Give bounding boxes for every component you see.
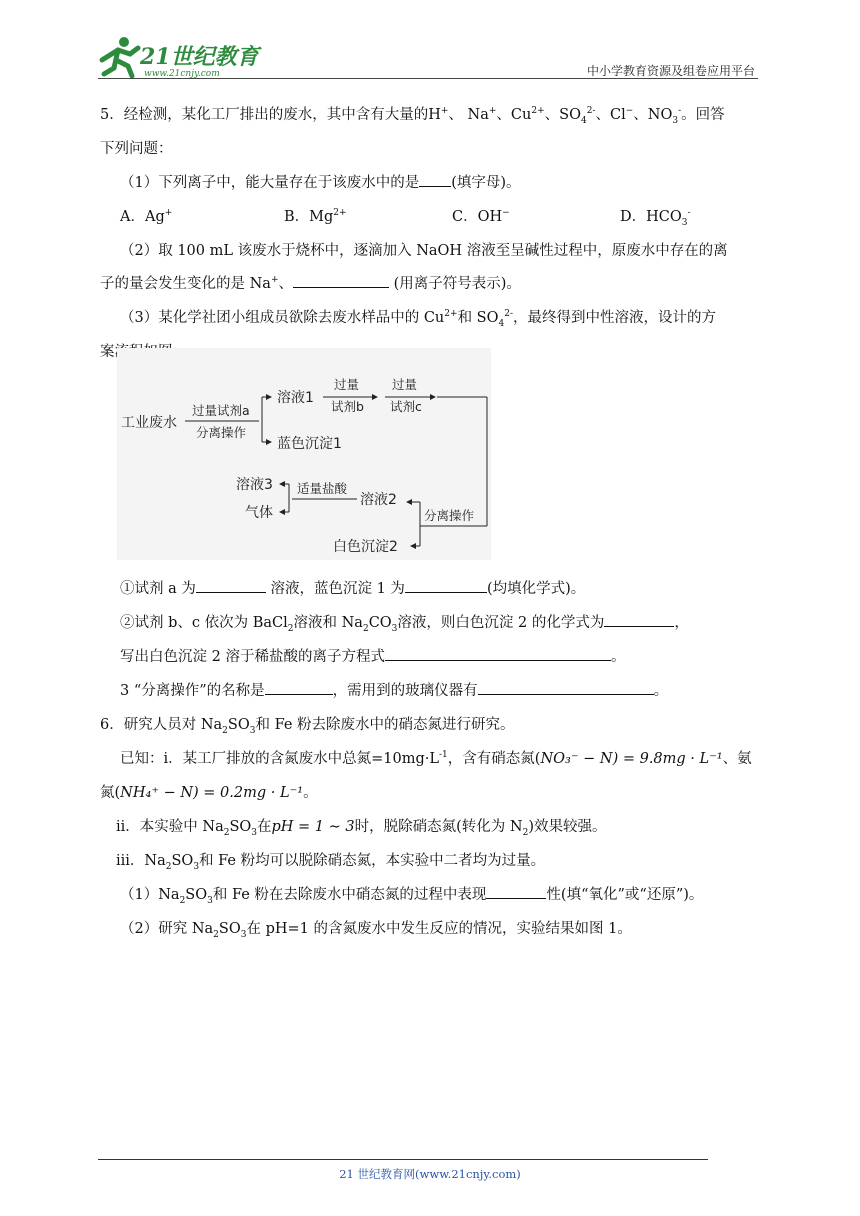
answer-blank[interactable] xyxy=(604,612,674,627)
q6-part2: （2）研究 $Na_2SO_3$在 pH=1 的含氮废水中发生反应的情况，实验结果如图 1。 xyxy=(120,921,632,940)
header-rule xyxy=(98,78,758,79)
q5-sub1: ①试剂 a 为 溶液，蓝色沉淀 1 为 (均填化学式)。 xyxy=(120,578,585,600)
q5-stem-line1: 5．经检测，某化工厂排出的废水，其中含有大量的H+、 Na+、$Cu^{2+}$、$SO_4^{2-}$、Cl−、$NO_3^-$。回答 xyxy=(100,106,725,126)
runner-icon xyxy=(102,37,138,76)
process-flow-diagram xyxy=(117,348,491,560)
q5-stem-line2: 下列问题： xyxy=(100,141,173,157)
option-b[interactable]: B．$Mg^{2+}$ xyxy=(284,208,347,225)
q5-part3-line2: 案流程如图： xyxy=(100,344,187,360)
answer-blank[interactable] xyxy=(385,646,611,661)
edge-separation-1: 分离操作 xyxy=(196,425,247,440)
edge-excess-b-top: 过量 xyxy=(334,377,360,392)
edge-excess-reagent-a: 过量试剂a xyxy=(192,403,250,418)
edge-excess-c-bottom: 试剂c xyxy=(390,399,422,414)
q6-known-i-line1: 已知：i．某工厂排放的含氮废水中总氮$=10mg\cdot L^{-1}$，含有硝态氮(NO₃⁻ − N) = 9.8mg · L⁻¹、氨 xyxy=(120,750,752,767)
node-white-precipitate-2: 白色沉淀2 xyxy=(333,539,398,555)
site-logo xyxy=(92,30,262,80)
answer-blank[interactable] xyxy=(478,680,654,695)
edge-separation-2: 分离操作 xyxy=(424,508,475,523)
node-solution-2: 溶液2 xyxy=(360,492,397,508)
q5-sub2-line2: 写出白色沉淀 2 溶于稀盐酸的离子方程式 。 xyxy=(120,646,625,668)
edge-excess-b-bottom: 试剂b xyxy=(331,399,364,414)
node-gas: 气体 xyxy=(245,505,273,521)
node-solution-3: 溶液3 xyxy=(236,477,273,493)
edge-hydrochloric-acid: 适量盐酸 xyxy=(297,481,348,496)
footer-link[interactable]: 21 世纪教育网(www.21cnjy.com) xyxy=(339,1167,521,1181)
q6-part1: $(1)Na_2SO_3$和 Fe 粉在去除废水中硝态氮的过程中表现 性(填“氧化”或“还原”)。 xyxy=(120,884,703,906)
q5-part1: （1）下列离子中，能大量存在于该废水中的是 (填字母)。 xyxy=(120,172,521,194)
q5-part3-line1: （3）某化学社团小组成员欲除去废水样品中的 $Cu^{2+}$和 $SO_4^{2-}$，最终得到中性溶液，设计的方 xyxy=(120,309,717,329)
q6-known-iii: iii．$Na_2SO_3$和 Fe 粉均可以脱除硝态氮，本实验中二者均为过量。 xyxy=(116,853,546,872)
node-industrial-wastewater: 工业废水 xyxy=(121,415,177,431)
answer-blank[interactable] xyxy=(265,680,333,695)
edge-excess-c-top: 过量 xyxy=(392,377,418,392)
node-solution-1: 溶液1 xyxy=(277,390,314,406)
option-c[interactable]: C．OH− xyxy=(452,208,510,225)
q5-part2-line2: 子的量会发生变化的是 Na+、 (用离子符号表示)。 xyxy=(100,273,521,295)
q6-known-i-line2: 氮(NH₄⁺ − N) = 0.2mg · L⁻¹。 xyxy=(100,785,318,801)
q5-options xyxy=(120,206,691,228)
node-blue-precipitate-1: 蓝色沉淀1 xyxy=(277,436,342,452)
option-d[interactable]: D．$HCO_3^-$ xyxy=(620,208,691,228)
logo-text: 21世纪教育 xyxy=(140,44,259,70)
q6-known-ii: ii．本实验中 $Na_2SO_3$在pH = 1 ∼ 3时，脱除硝态氮(转化为 $N_2$)效果较强。 xyxy=(116,819,607,838)
answer-blank[interactable] xyxy=(293,273,389,288)
q5-sub3: 3 “分离操作”的名称是 ，需用到的玻璃仪器有 。 xyxy=(120,680,668,702)
answer-blank[interactable] xyxy=(196,578,266,593)
answer-blank[interactable] xyxy=(419,172,451,187)
answer-blank[interactable] xyxy=(405,578,487,593)
q5-part2-line1: （2）取 100 mL 该废水于烧杯中，逐滴加入 NaOH 溶液至呈碱性过程中，原废水中存在的离 xyxy=(120,243,728,259)
q6-stem: 6．研究人员对 $Na_2SO_3$和 Fe 粉去除废水中的硝态氮进行研究。 xyxy=(100,717,515,736)
header-platform-text: 中小学教育资源及组卷应用平台 xyxy=(586,64,755,78)
logo-url: www.21cnjy.com xyxy=(144,69,220,79)
q5-sub2-line1: ②试剂 b、c 依次为 BaCl$_2$溶液和 $Na_2CO_3$溶液，则白色沉淀 2 的化学式为 ， xyxy=(120,612,689,634)
footer-rule xyxy=(98,1159,708,1160)
answer-blank[interactable] xyxy=(486,884,546,899)
option-a[interactable]: A．Ag+ xyxy=(120,208,173,225)
